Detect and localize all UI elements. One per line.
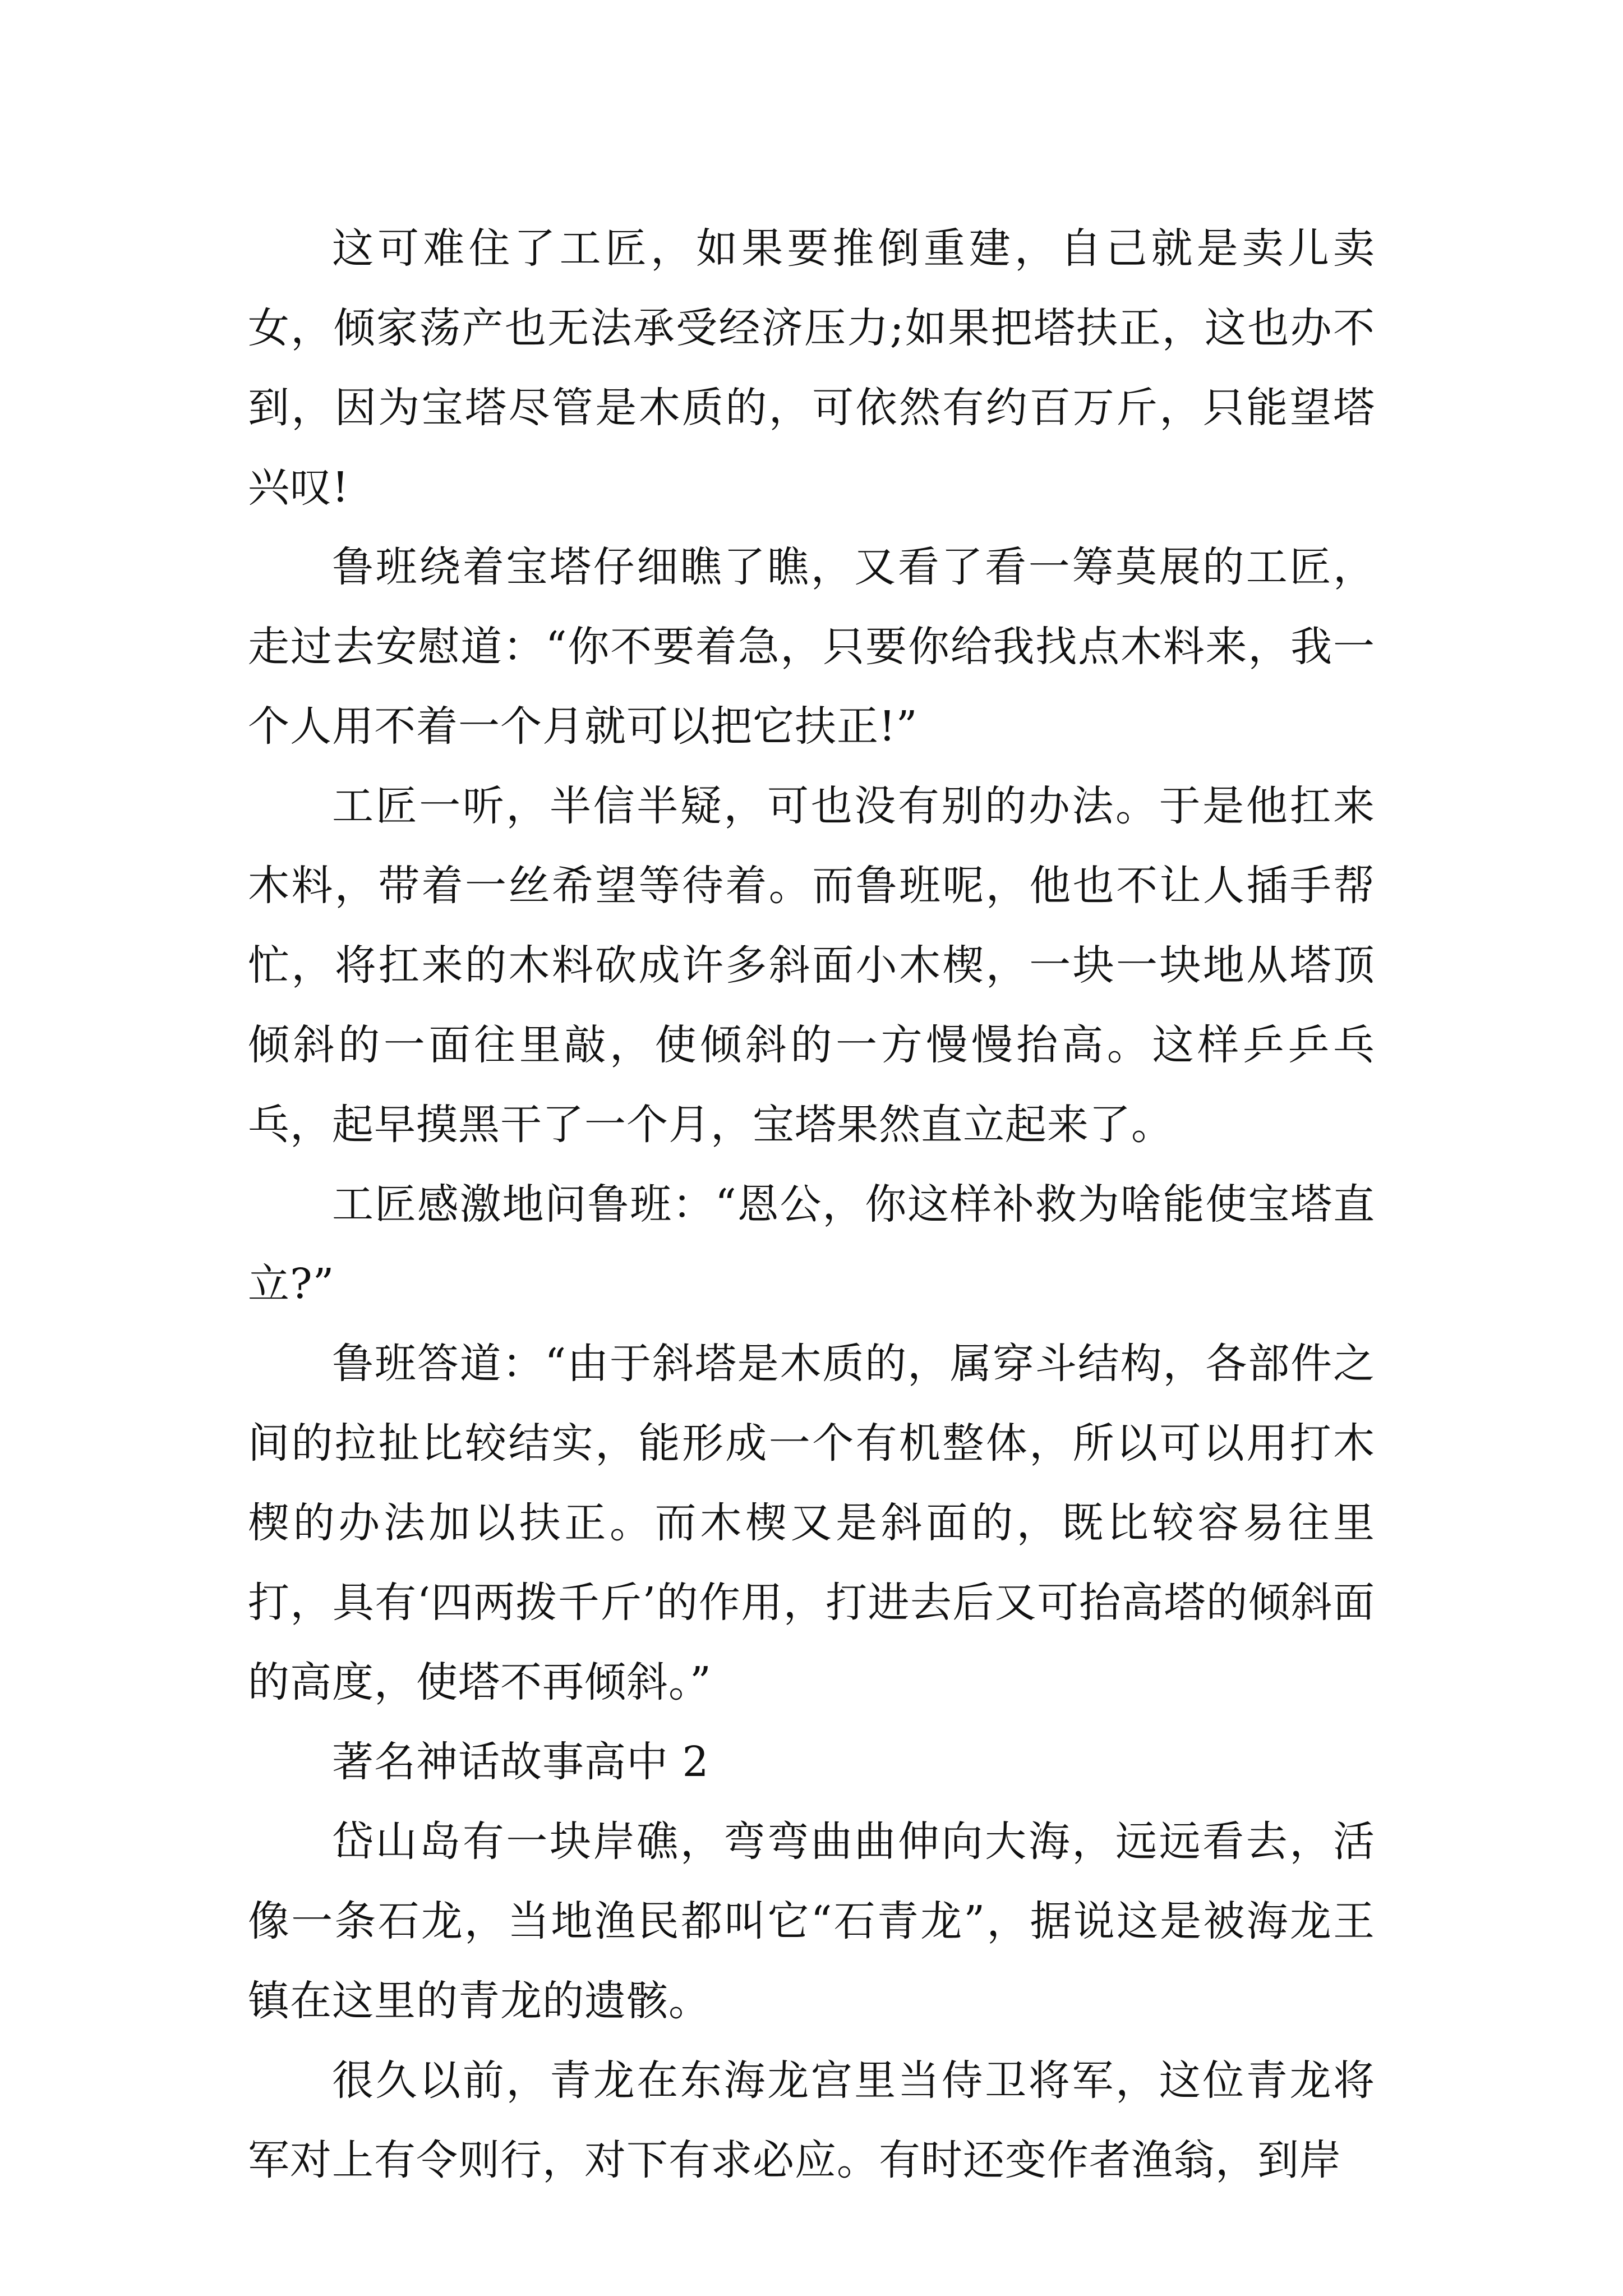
section-heading: 著名神话故事高中 2 <box>332 1738 709 1786</box>
paragraph: 鲁班答道：“由于斜塔是木质的，属穿斗结构，各部件之间的拉扯比较结实，能形成一个有机整体，所以可以用打木楔的办法加以扶正。而木楔又是斜面的，既比较容易往里打，具有‘四两拨千斤’的作用，打进去后又可抬高塔的倾斜面的高度，使塔不再倾斜。” <box>248 1340 1375 1706</box>
paragraph: 工匠一听，半信半疑，可也没有别的办法。于是他扛来木料，带着一丝希望等待着。而鲁班呢，他也不让人插手帮忙，将扛来的木料砍成许多斜面小木楔，一块一块地从塔顶倾斜的一面往里敲，使倾斜的一方慢慢抬高。这样乒乒乓乓，起早摸黑干了一个月，宝塔果然直立起来了。 <box>248 782 1375 1149</box>
paragraph: 很久以前，青龙在东海龙宫里当侍卫将军，这位青龙将军对上有令则行，对下有求必应。有时还变作者渔翁，到岸 <box>248 2056 1375 2184</box>
paragraph: 这可难住了工匠，如果要推倒重建，自己就是卖儿卖女，倾家荡产也无法承受经济压力;如果把塔扶正，这也办不到，因为宝塔尽管是木质的，可依然有约百万斤，只能望塔兴叹! <box>248 224 1375 512</box>
document-body <box>248 209 1375 2200</box>
paragraph: 岱山岛有一块岸礁，弯弯曲曲伸向大海，远远看去，活像一条石龙，当地渔民都叫它“石青龙”，据说这是被海龙王镇在这里的青龙的遗骸。 <box>248 1818 1375 2025</box>
paragraph: 工匠感激地问鲁班：“恩公，你这样补救为啥能使宝塔直立?” <box>248 1180 1375 1308</box>
paragraph: 鲁班绕着宝塔仔细瞧了瞧，又看了看一筹莫展的工匠，走过去安慰道：“你不要着急，只要你给我找点木料来，我一个人用不着一个月就可以把它扶正!” <box>248 543 1375 751</box>
